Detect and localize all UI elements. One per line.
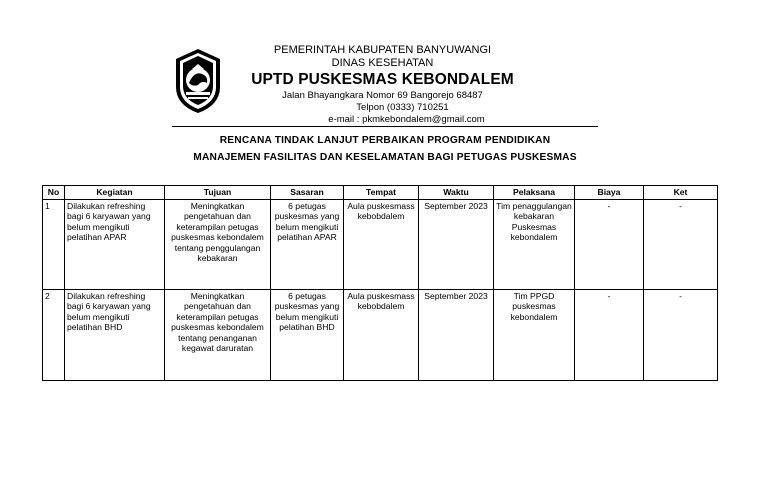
cell-pelaksana: Tim penaggulangan kebakaran Puskesmas kebondalem (494, 200, 575, 290)
column-header-no: No (43, 186, 65, 200)
column-header-sasaran: Sasaran (271, 186, 344, 200)
cell-pelaksana: Tim PPGD puskesmas kebondalem (494, 290, 575, 381)
cell-tempat: Aula puskesmass kebobdalem (344, 290, 419, 381)
document-title-line2: MANAJEMEN FASILITAS DAN KESELAMATAN BAGI PETUGAS PUSKESMAS (193, 152, 577, 163)
government-name: PEMERINTAH KABUPATEN BANYUWANGI (273, 44, 492, 56)
cell-tujuan: Meningkatkan pengetahuan dan keterampilan petugas puskesmas kebondalem tentang penggulangan kebakaran (165, 200, 271, 290)
letterhead (240, 44, 525, 126)
column-header-tempat: Tempat (344, 186, 419, 200)
address-text: Jalan Bhayangkara Nomor 69 Bangorejo 68487 (282, 90, 483, 101)
cell-tujuan: Meningkatkan pengetahuan dan keterampilan petugas puskesmas kebondalem tentang penanganan kegawat daruratan (165, 290, 271, 381)
cell-kegiatan: Dilakukan refreshing bagi 6 karyawan yang belum mengikuti pelatihan BHD (65, 290, 165, 381)
department-name: DINAS KESEHATAN (331, 57, 434, 69)
column-header-pelaksana: Pelaksana (494, 186, 575, 200)
cell-sasaran: 6 petugas puskesmas yang belum mengikuti pelatihan APAR (271, 200, 344, 290)
cell-ket: - (644, 200, 718, 290)
cell-waktu: September 2023 (419, 200, 494, 290)
column-header-kegiatan: Kegiatan (65, 186, 165, 200)
action-plan-table (42, 185, 718, 381)
column-header-waktu: Waktu (419, 186, 494, 200)
cell-no: 2 (43, 290, 65, 381)
cell-biaya: - (575, 290, 644, 381)
column-header-tujuan: Tujuan (165, 186, 271, 200)
column-header-biaya: Biaya (575, 186, 644, 200)
cell-no: 1 (43, 200, 65, 290)
email-text: e-mail : pkmkebondalem@gmail.com (328, 114, 485, 125)
phone-text: Telpon (0333) 710251 (356, 102, 449, 113)
cell-kegiatan: Dilakukan refreshing bagi 6 karyawan yang belum mengikuti pelatihan APAR (65, 200, 165, 290)
cell-tempat: Aula puskesmass kebobdalem (344, 200, 419, 290)
cell-ket: - (644, 290, 718, 381)
letterhead-divider (172, 126, 598, 127)
institution-name: UPTD PUSKESMAS KEBONDALEM (251, 71, 514, 88)
document-title-line1: RENCANA TINDAK LANJUT PERBAIKAN PROGRAM PENDIDIKAN (219, 135, 551, 146)
cell-waktu: September 2023 (419, 290, 494, 381)
banyuwangi-crest-icon (172, 47, 224, 115)
column-header-ket: Ket (644, 186, 718, 200)
table-row (43, 290, 718, 381)
cell-sasaran: 6 petugas puskesmas yang belum mengikuti pelatihan BHD (271, 290, 344, 381)
table-row (43, 200, 718, 290)
table-header-row (43, 186, 718, 200)
cell-biaya: - (575, 200, 644, 290)
